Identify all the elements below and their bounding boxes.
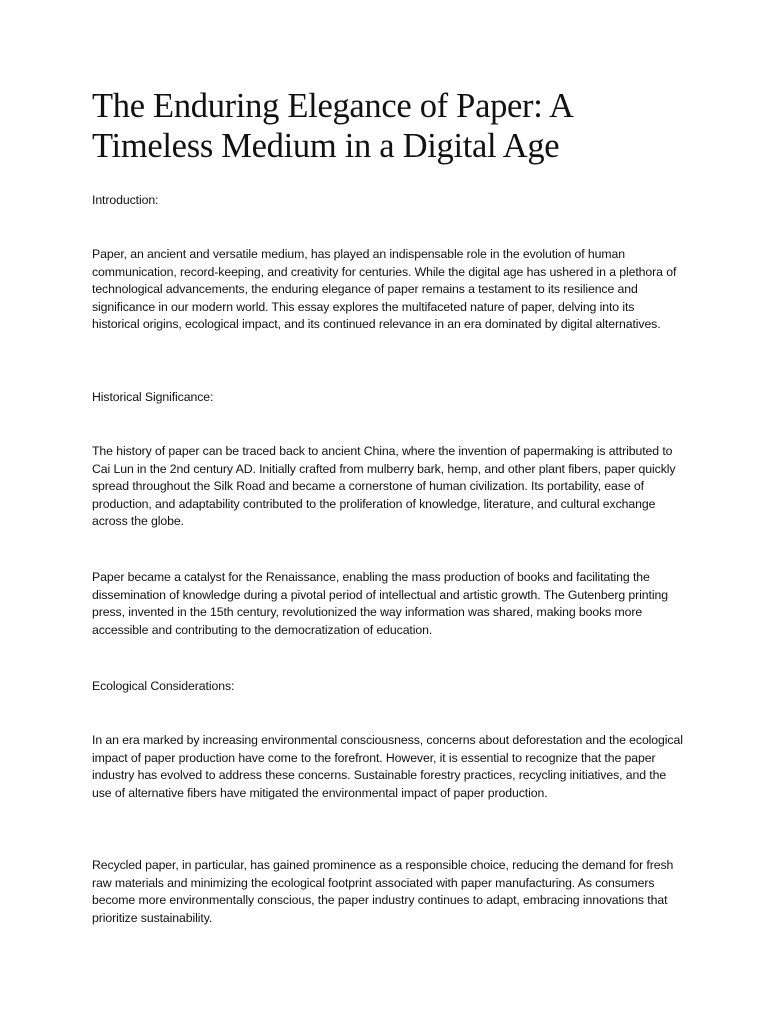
ecological-paragraph-1: In an era marked by increasing environmental consciousness, concerns about deforestation and the ecological impact of paper production have come to the forefront. However, it is essential to recognize that the paper industry has evolved to address these concerns. Sustainable forestry practices, recycling initiatives, and the use of alternative fibers have mitigated the environmental impact of paper production. xyxy=(92,733,683,800)
ecological-considerations-heading: Ecological Considerations: xyxy=(92,679,235,693)
introduction-paragraph: Paper, an ancient and versatile medium, has played an indispensable role in the evolution of human communication, record-keeping, and creativity for centuries. While the digital age has ushered in a plethora of technological advancements, the enduring elegance of paper remains a testament to its resilience and significance in our modern world. This essay explores the multifaceted nature of paper, delving into its historical origins, ecological impact, and its continued relevance in an era dominated by digital alternatives. xyxy=(92,247,677,332)
introduction-heading: Introduction: xyxy=(92,193,159,207)
document-title: The Enduring Elegance of Paper: A Timeless Medium in a Digital Age xyxy=(92,87,572,165)
historical-paragraph-2: Paper became a catalyst for the Renaissance, enabling the mass production of books and facilitating the dissemination of knowledge during a pivotal period of intellectual and artistic growth. The Gutenberg printing press, invented in the 15th century, revolutionized the way information was shared, making books more accessible and contributing to the democratization of education. xyxy=(92,570,668,637)
historical-significance-heading: Historical Significance: xyxy=(92,390,214,404)
historical-paragraph-1: The history of paper can be traced back to ancient China, where the invention of papermaking is attributed to Cai Lun in the 2nd century AD. Initially crafted from mulberry bark, hemp, and other plant fibers, paper quickly spread throughout the Silk Road and became a cornerstone of human civilization. Its portability, ease of production, and adaptability contributed to the proliferation of knowledge, literature, and cultural exchange across the globe. xyxy=(92,444,676,529)
ecological-paragraph-2: Recycled paper, in particular, has gained prominence as a responsible choice, reducing the demand for fresh raw materials and minimizing the ecological footprint associated with paper manufacturing. As consumers become more environmentally conscious, the paper industry continues to adapt, embracing innovations that prioritize sustainability. xyxy=(92,858,674,925)
